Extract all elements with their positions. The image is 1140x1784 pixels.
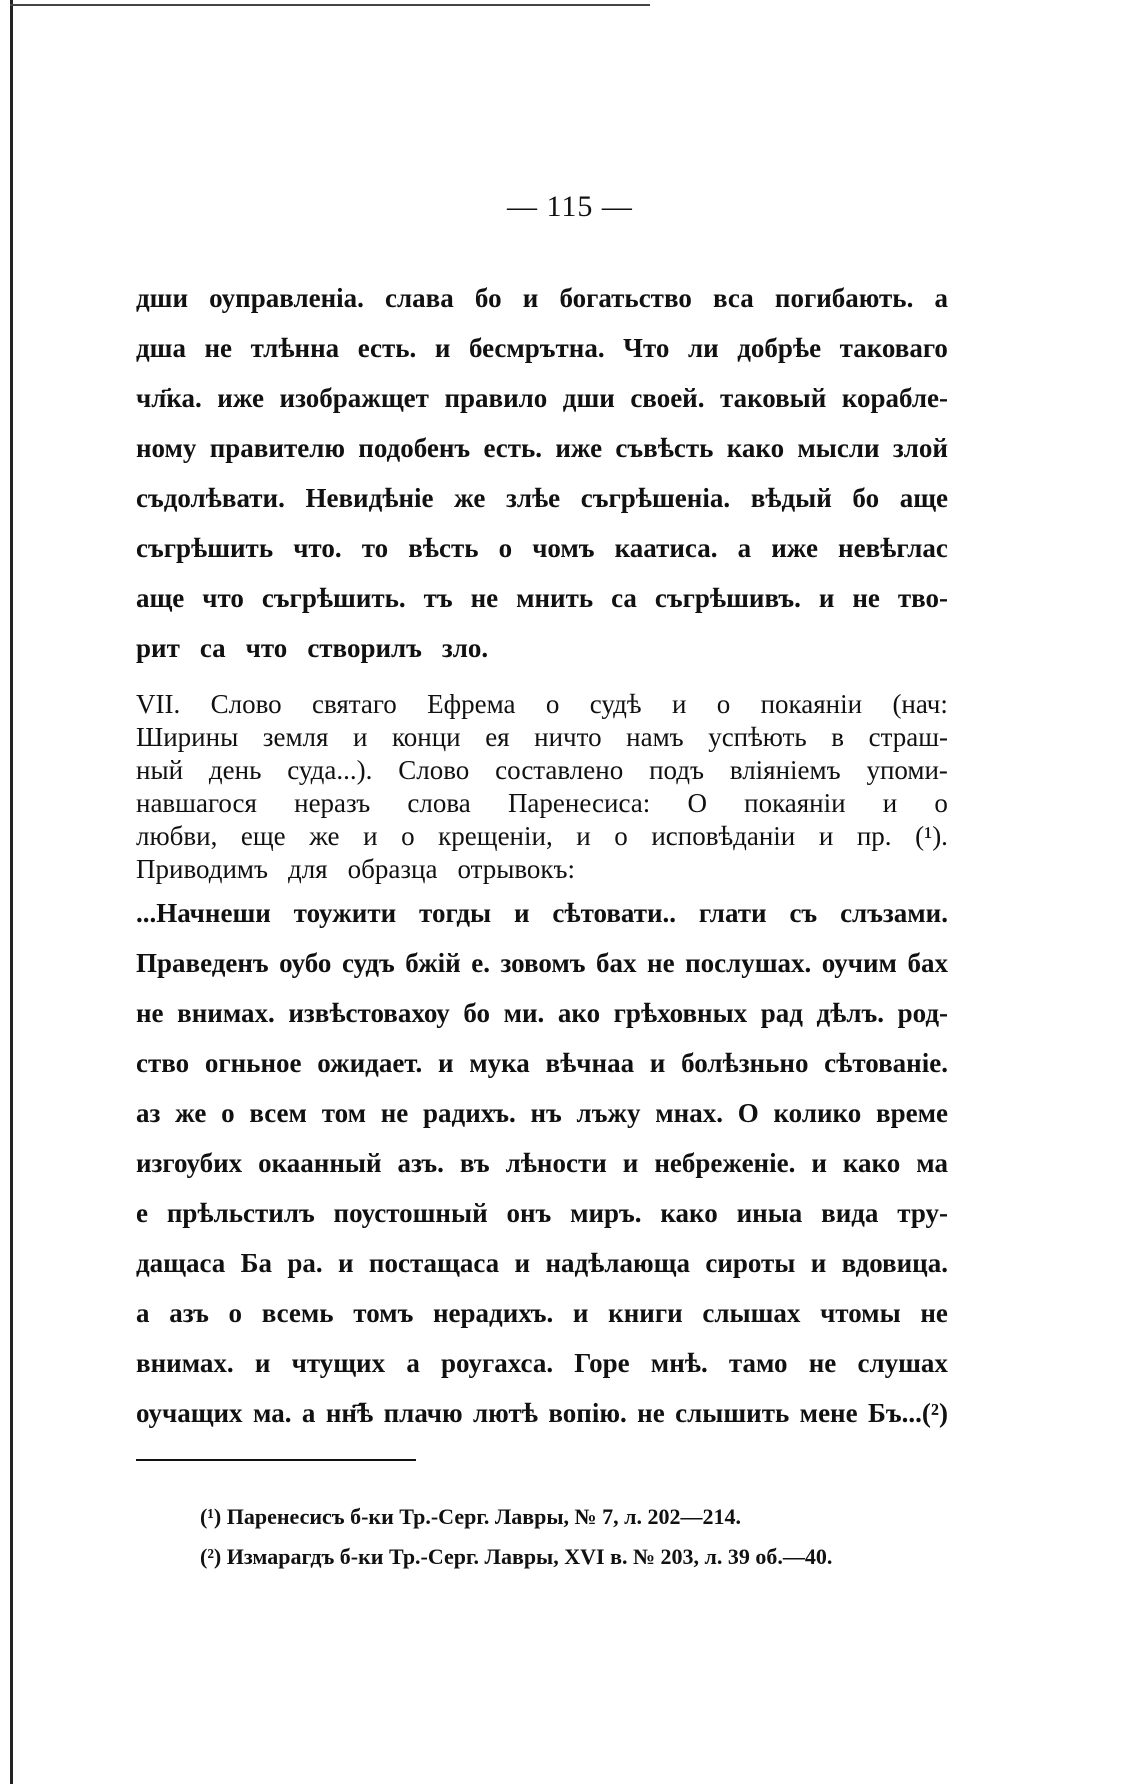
text-line: ство огньное ожидает. и мука вѣчнаа и болѣзньно сѣтованіе. <box>136 1048 948 1078</box>
text-line: ный день суда...). Слово составлено подъ вліяніемъ упоми- <box>136 755 948 785</box>
text-line: дша не тлѣнна есть. и бесмрътна. Что ли добрѣе таковаго <box>136 333 948 363</box>
text-line: ному правителю подобенъ есть. иже съвѣсть како мысли злой <box>136 433 948 463</box>
text-line: навшагося неразъ слова Паренесиса: О покаяніи и о <box>136 788 948 818</box>
text-line: изгоубих окаанный азъ. въ лѣности и небреженіе. и како ма <box>136 1148 948 1178</box>
text-line: VII. Слово святаго Ефрема о судѣ и о покаяніи (нач: <box>136 689 948 719</box>
text-line: ...Начнеши тоужити тогды и сѣтовати.. глати съ слъзами. <box>136 898 948 928</box>
footnotes <box>200 1497 832 1577</box>
text-line: Праведенъ оубо судъ бжій е. зовомъ бах не послушах. оучим бах <box>136 948 948 978</box>
text-line: дши оуправленіа. слава бо и богатьство вса погибають. а <box>136 283 948 313</box>
footnote: (¹) Паренесисъ б-ки Тр.-Серг. Лавры, № 7, л. 202—214. <box>200 1504 741 1529</box>
footnote: (²) Измарагдъ б-ки Тр.-Серг. Лавры, XVI в. № 203, л. 39 об.—40. <box>200 1544 833 1569</box>
slavonic-excerpt-block <box>136 888 948 1438</box>
text-line: оучащих ма. а нн҃ѣ плачю лютѣ вопію. не слышить мене Бъ...(²) <box>136 1398 948 1428</box>
scan-edge <box>10 0 13 1784</box>
slavonic-quote-block <box>136 273 948 673</box>
text-line: Приводимъ для образца отрывокъ: <box>136 854 575 884</box>
text-line: аз же о всем том не радихъ. нъ лъжу мнах. О колико време <box>136 1098 948 1128</box>
discussion-paragraph <box>136 688 948 886</box>
text-line: рит са что створилъ зло. <box>136 633 489 663</box>
text-line: аще что съгрѣшить. тъ не мнить са съгрѣшивъ. и не тво- <box>136 583 948 613</box>
page-number: — 115 — <box>507 190 633 223</box>
footnote-divider <box>136 1459 416 1461</box>
text-line: дащаса Ба ра. и постащаса и надѣлающа сироты и вдовица. <box>136 1248 948 1278</box>
text-line: съгрѣшить что. то вѣсть о чомъ каатиса. а иже невѣглас <box>136 533 948 563</box>
scan-edge-top <box>10 4 650 6</box>
text-line: чл҃ка. иже изображщет правило дши своей. таковый корабле- <box>136 383 948 413</box>
text-line: а азъ о всемь томъ нерадихъ. и книги слышах чтомы не <box>136 1298 948 1328</box>
text-line: е прѣльстилъ поустошный онъ миръ. како иныа вида тру- <box>136 1198 948 1228</box>
text-line: внимах. и чтущих а роугахса. Горе мнѣ. тамо не слушах <box>136 1348 948 1378</box>
text-line: не внимах. извѣстовахоу бо ми. ако грѣховных рад дѣлъ. род- <box>136 998 948 1028</box>
text-line: Ширины земля и конци ея ничто намъ успѣють в страш- <box>136 722 948 752</box>
text-line: съдолѣвати. Невидѣніе же злѣе съгрѣшеніа. вѣдый бо аще <box>136 483 948 513</box>
text-line: любви, еще же и о крещеніи, и о исповѣданіи и пр. (¹). <box>136 821 948 851</box>
